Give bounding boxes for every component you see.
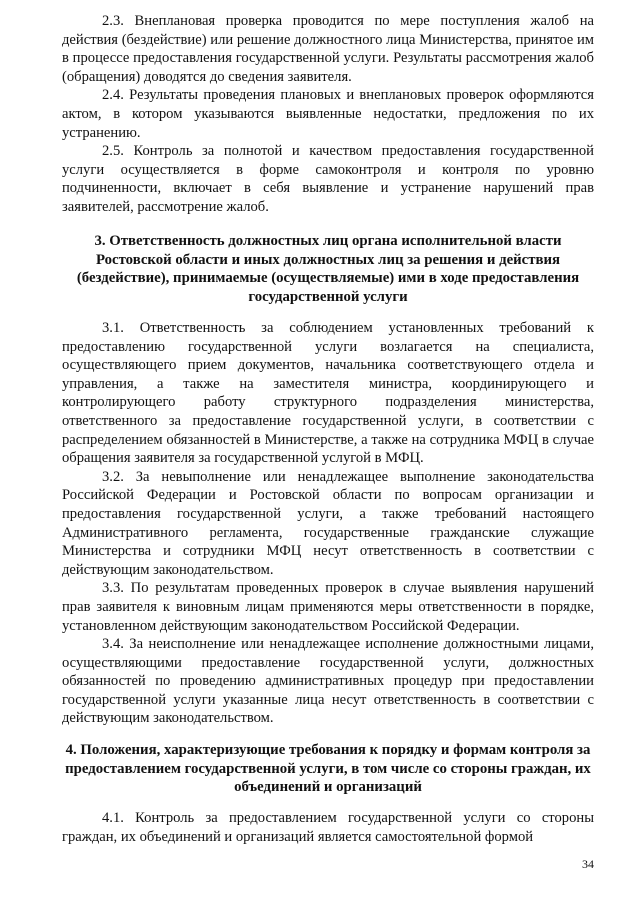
paragraph-3-2: 3.2. За невыполнение или ненадлежащее выполнение законодательства Российской Федерации и Ростовской области по вопросам организации и предоставления государственной услуги, а также требований настоящего Административного регламента, государственные гражданские служащие Министерства и сотрудники МФЦ несут ответственность в соответствии с действующим законодательством. xyxy=(62,468,594,578)
section-3-heading: 3. Ответственность должностных лиц органа исполнительной власти Ростовской области и иных должностных лиц за решения и действия (бездействие), принимаемые (осуществляемые) ими в ходе предоставления государственной услуги xyxy=(76,233,580,305)
section-4-heading: 4. Положения, характеризующие требования к порядку и формам контроля за предоставлением государственной услуги, в том числе со стороны граждан, их объединений и организаций xyxy=(65,742,591,796)
paragraph-2-5: 2.5. Контроль за полнотой и качеством предоставления государственной услуги осуществляется в форме самоконтроля и контроля по уровню подчиненности, включает в себя выявление и устранение нарушений прав заявителей, рассмотрение жалоб. xyxy=(62,143,594,215)
section-4-body xyxy=(62,809,594,846)
paragraph-4-1: 4.1. Контроль за предоставлением государственной услуги со стороны граждан, их объединений и организаций является самостоятельной формой xyxy=(62,810,594,845)
paragraph-2-3: 2.3. Внеплановая проверка проводится по мере поступления жалоб на действия (бездействие) или решение должностного лица Министерства, принятое им в процессе предоставления государственной услуги. Результаты рассмотрения жалоб (обращения) доводятся до сведения заявителя. xyxy=(62,13,594,85)
page-number: 34 xyxy=(582,857,594,871)
paragraph-3-1: 3.1. Ответственность за соблюдением установленных требований к предоставлению государственной услуги возлагается на специалиста, осуществляющего прием документов, начальника соответствующего отдела и управления, а также на заместителя министра, координирующего и контролирующего работу структурного подразделения министерства, ответственного за предоставление государственной услуги, в соответствии с распределением обязанностей в Министерстве, а также на сотрудника МФЦ в случае обращения заявителя за государственной услугой в МФЦ. xyxy=(62,320,594,467)
section-3-body xyxy=(62,319,594,728)
paragraph-3-4: 3.4. За неисполнение или ненадлежащее исполнение должностными лицами, осуществляющими предоставление государственной услуги, должностных обязанностей по проведению административных процедур при предоставлении государственной услуги указанные лица несут ответственность в соответствии с действующим законодательством. xyxy=(62,636,594,727)
paragraph-2-4: 2.4. Результаты проведения плановых и внеплановых проверок оформляются актом, в котором указываются выявленные недостатки, предложения по их устранению. xyxy=(62,87,594,141)
top-paragraphs xyxy=(62,12,594,217)
paragraph-3-3: 3.3. По результатам проведенных проверок в случае выявления нарушений прав заявителя к виновным лицам применяются меры ответственности в порядке, установленном действующим законодательством Российской Федерации. xyxy=(62,580,594,634)
